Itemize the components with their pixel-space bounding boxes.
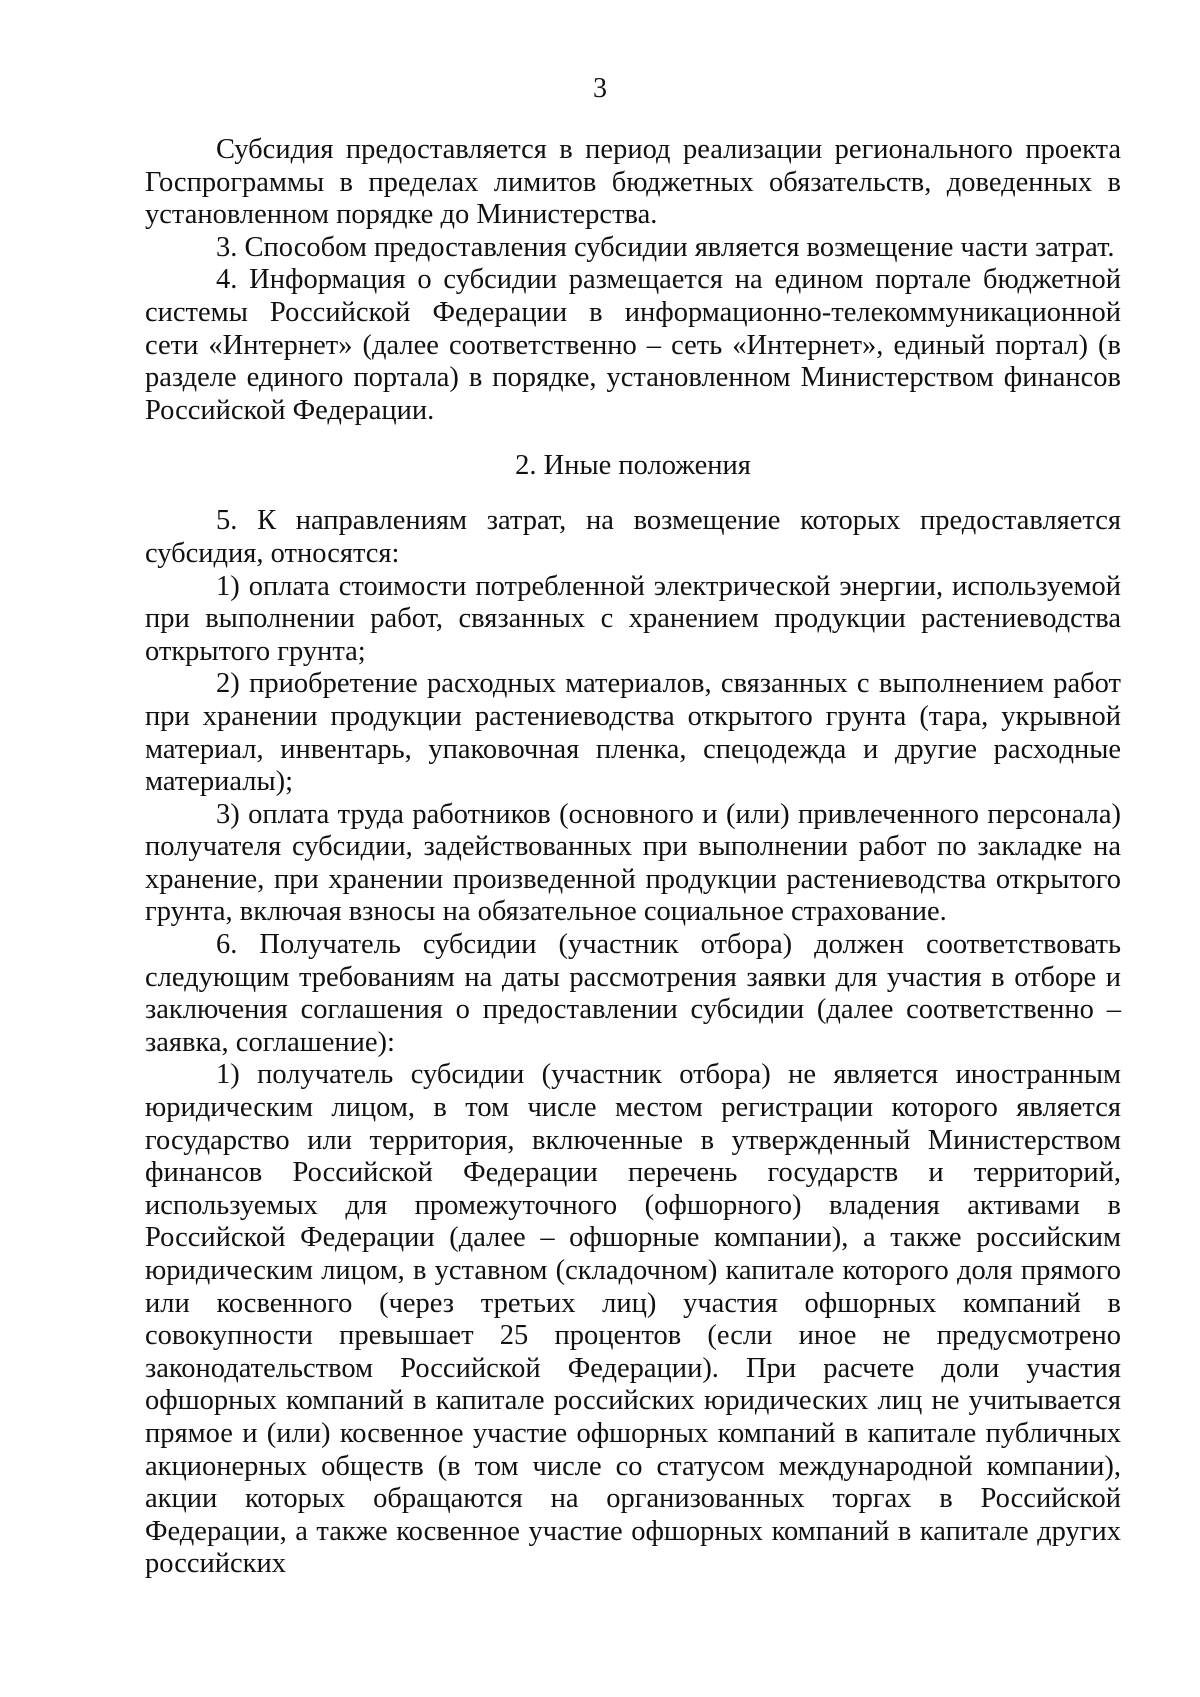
- paragraph-4: 4. Информация о субсидии размещается на едином портале бюджетной системы Российской Федерации в информационно-телекоммуникационной сети «Интернет» (далее соответственно – сеть «Интернет», единый портал) (в разделе единого портала) в порядке, установленном Министерством финансов Российской Федерации.: [145, 264, 1121, 426]
- paragraph-5-item-3: 3) оплата труда работников (основного и (или) привлеченного персонала) получателя субсидии, задействованных при выполнении работ по закладке на хранение, при хранении произведенной продукции растениеводства открытого грунта, включая взносы на обязательное социальное страхование.: [145, 798, 1121, 928]
- paragraph-5: 5. К направлениям затрат, на возмещение которых предоставляется субсидия, относятся:: [145, 505, 1121, 569]
- page-number: 3: [593, 73, 607, 104]
- paragraph-5-item-2: 2) приобретение расходных материалов, связанных с выполнением работ при хранении продукции растениеводства открытого грунта (тара, укрывной материал, инвентарь, упаковочная пленка, спецодежда и другие расходные материалы);: [145, 668, 1121, 798]
- section-heading: 2. Иные положения: [515, 450, 751, 482]
- document-body: [145, 134, 1121, 1581]
- paragraph-5-item-1: 1) оплата стоимости потребленной электрической энергии, используемой при выполнении работ, связанных с хранением продукции растениеводства открытого грунта;: [145, 570, 1121, 667]
- paragraph-3: 3. Способом предоставления субсидии является возмещение части затрат.: [216, 231, 1115, 263]
- paragraph-6: 6. Получатель субсидии (участник отбора) должен соответствовать следующим требованиям на даты рассмотрения заявки для участия в отборе и заключения соглашения о предоставлении субсидии (далее соответственно – заявка, соглашение):: [145, 929, 1121, 1058]
- paragraph-6-item-1: 1) получатель субсидии (участник отбора) не является иностранным юридическим лицом, в том числе местом регистрации которого является государство или территория, включенные в утвержденный Министерством финансов Российской Федерации перечень государств и территорий, используемых для промежуточного (офшорного) владения активами в Российской Федерации (далее – офшорные компании), а также российским юридическим лицом, в уставном (складочном) капитале которого доля прямого или косвенного (через третьих лиц) участия офшорных компаний в совокупности превышает 25 процентов (если иное не предусмотрено законодательством Российской Федерации). При расчете доли участия офшорных компаний в капитале российских юридических лиц не учитывается прямое и (или) косвенное участие офшорных компаний в капитале публичных акционерных обществ (в том числе со статусом международной компании), акции которых обращаются на организованных торгах в Российской Федерации, а также косвенное участие офшорных компаний в капитале других российских: [145, 1059, 1121, 1580]
- paragraph-subsidy-period: Субсидия предоставляется в период реализации регионального проекта Госпрограммы в пределах лимитов бюджетных обязательств, доведенных в установленном порядке до Министерства.: [145, 134, 1121, 231]
